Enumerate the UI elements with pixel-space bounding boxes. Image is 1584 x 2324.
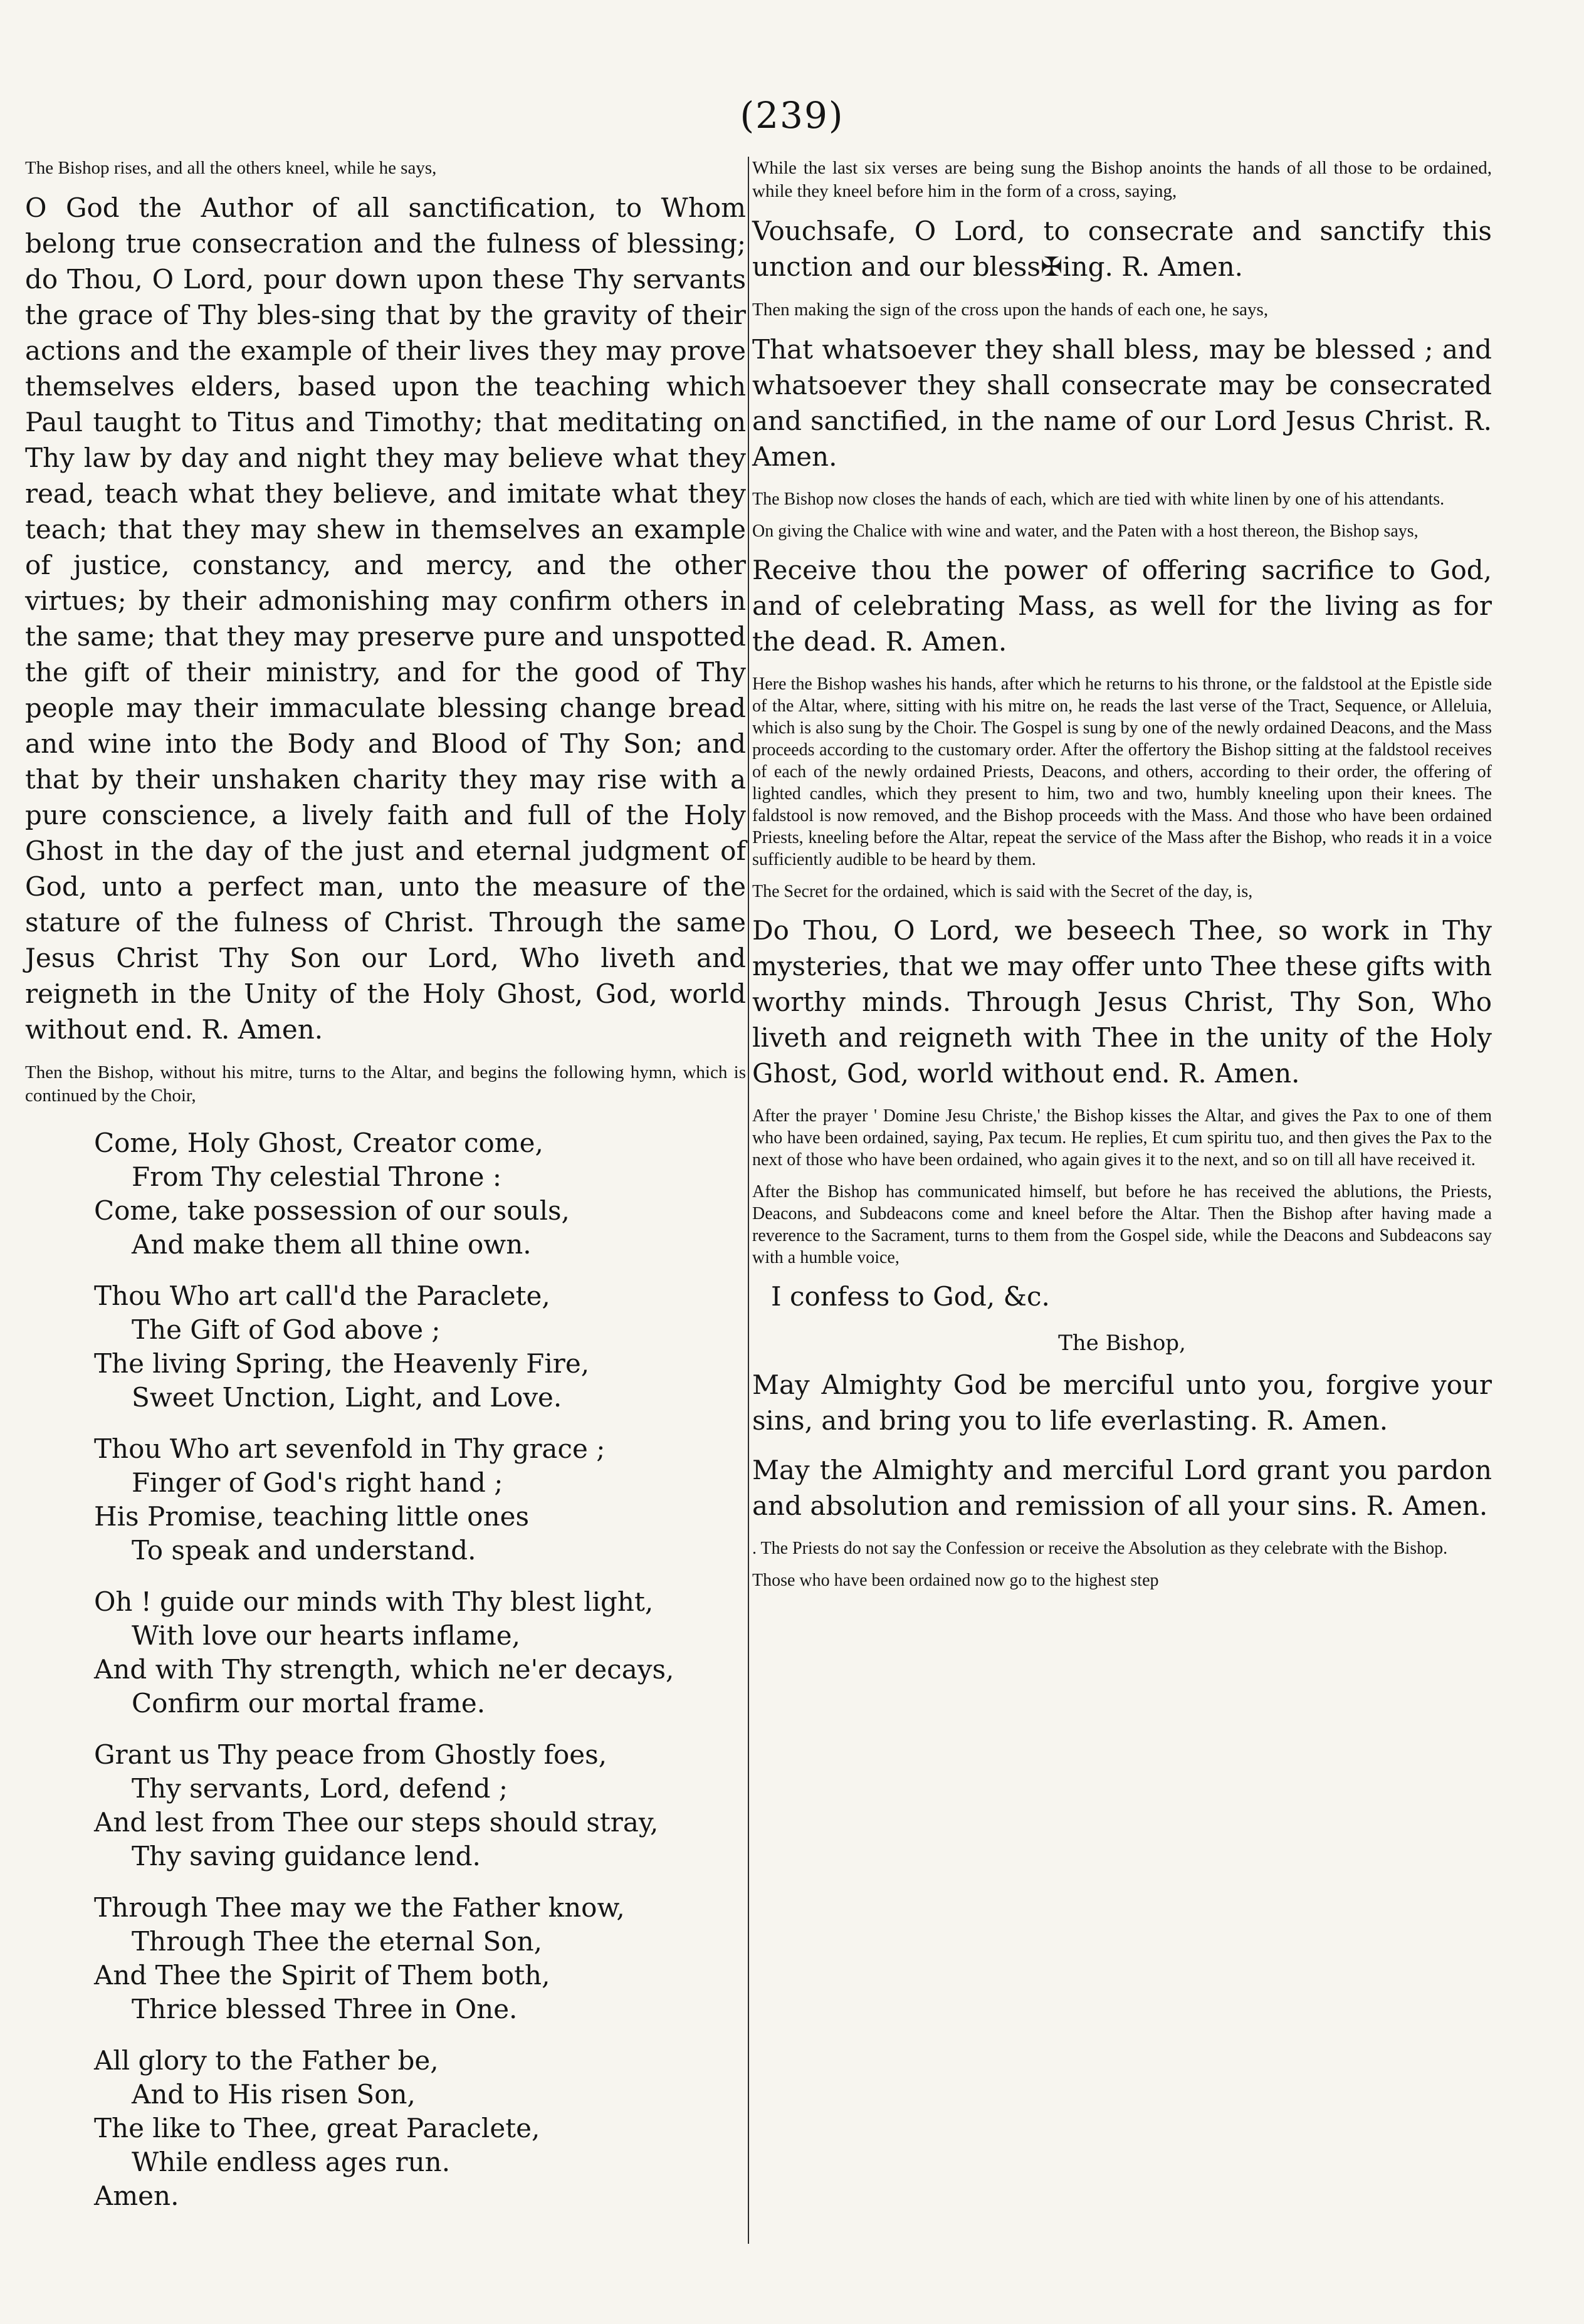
prayer-sanctification: O God the Author of all sanctification, to Whom belong true consecration and the fulness of blessing; do Thou, O Lord, pour down upon these Thy servants the grace of Thy bles-sing that by the gravity of their actions and the example of their lives they may prove themselves elders, based upon the teaching which Paul taught to Titus and Timothy; that meditating on Thy law by day and night they may believe what they read, teach what they believe, and imitate what they teach; that they may shew in themselves an example of justice, constancy, and mercy, and the other virtues; by their admonishing may confirm others in the same; that they may preserve pure and unspotted the gift of their ministry, and for the good of Thy people may their immaculate blessing change bread and wine into the Body and Blood of Thy Son; and that by their unshaken charity they may rise with a pure conscience, a lively faith and full of the Holy Ghost in the day of the just and eternal judgment of God, unto a perfect man, unto the measure of the stature of the fulness of Christ. Through the same Jesus Christ Thy Son our Lord, Who liveth and reigneth in the Unity of the Holy Ghost, God, world without end. R. Amen. — [25, 192, 746, 1045]
hymn-stanza — [94, 1432, 746, 1568]
hymn-line: Oh ! guide our minds with Thy blest light, — [94, 1586, 654, 1617]
prayer-whatsoever: That whatsoever they shall bless, may be blessed ; and whatsoever they shall consecrate may be consecrated and sanctified, in the name of our Lord Jesus Christ. R. Amen. — [752, 334, 1492, 472]
hymn-line: Thrice blessed Three in One. — [132, 1994, 518, 2024]
right-column — [752, 157, 1492, 1601]
hymn-line: His Promise, teaching little ones — [94, 1501, 530, 1532]
rubric-priests-no-confession: . The Priests do not say the Confession or receive the Absolution as they celebrate with the Bishop. — [752, 1539, 1448, 1558]
hymn-line: And make them all thine own. — [132, 1229, 532, 1260]
hymn-line: Thy saving guidance lend. — [132, 1841, 481, 1871]
prayer-receive-power: Receive thou the power of offering sacrifice to God, and of celebrating Mass, as well for the living as for the dead. R. Amen. — [752, 555, 1492, 657]
hymn-stanza — [94, 1126, 746, 1262]
rubric-bishop-rises: The Bishop rises, and all the others kneel, while he says, — [25, 158, 437, 178]
rubric-chalice: On giving the Chalice with wine and water, and the Paten with a host thereon, the Bishop says, — [752, 521, 1419, 541]
hymn-stanza — [94, 1585, 746, 1720]
hymn-line: From Thy celestial Throne : — [132, 1161, 502, 1192]
hymn-line: And to His risen Son, — [132, 2079, 416, 2110]
hymn-line: Thou Who art call'd the Paraclete, — [94, 1280, 550, 1311]
rubric-washes-hands: Here the Bishop washes his hands, after which he returns to his throne, or the faldstool at the Epistle side of the Altar, where, sitting with his mitre on, he reads the last verse of the Tract, Sequence, or Alleluia, which is also sung by the Choir. The Gospel is sung by one of the newly ordained Deacons, and the Mass proceeds according to the customary order. After the offertory the Bishop sitting at the faldstool receives of each of the newly ordained Priests, Deacons, and others, according to their order, the offering of lighted candles, which they present to him, two and two, humbly kneeling upon their knees. The faldstool is now removed, and the Bishop proceeds with the Mass. And those who have been ordained Priests, kneeling before the Altar, repeat the service of the Mass after the Bishop, who reads it in a voice sufficiently audible to be heard by them. — [752, 674, 1492, 869]
hymn-line: While endless ages run. — [132, 2147, 451, 2177]
prayer-misereatur: May Almighty God be merciful unto you, forgive your sins, and bring you to life everlasting. R. Amen. — [752, 1369, 1492, 1436]
hymn-stanza — [94, 1279, 746, 1415]
column-divider — [748, 157, 749, 2244]
hymn-line: Come, take possession of our souls, — [94, 1195, 570, 1226]
hymn-line: Sweet Unction, Light, and Love. — [132, 1382, 562, 1413]
prayer-mysteries: Do Thou, O Lord, we beseech Thee, so work in Thy mysteries, that we may offer unto Thee these gifts with worthy minds. Through Jesus Christ, Thy Son, Who liveth and reigneth with Thee in the unity of the Holy Ghost, God, world without end. R. Amen. — [752, 915, 1492, 1089]
left-column — [25, 157, 746, 2231]
hymn-stanza — [94, 2044, 746, 2213]
rubric-secret: The Secret for the ordained, which is said with the Secret of the day, is, — [752, 882, 1253, 901]
rubric-close-hands: The Bishop now closes the hands of each, which are tied with white linen by one of his attendants. — [752, 489, 1445, 509]
hymn-line: The Gift of God above ; — [132, 1314, 441, 1345]
hymn-stanza — [94, 1738, 746, 1873]
hymn-amen: Amen. — [94, 2180, 179, 2211]
hymn-line: Thy servants, Lord, defend ; — [132, 1773, 508, 1804]
rubric-anointing: While the last six verses are being sung the Bishop anoints the hands of all those to be ordained, while they kneel before him in the form of a cross, saying, — [752, 158, 1492, 201]
hymn-line: And Thee the Spirit of Them both, — [94, 1960, 550, 1991]
hymn-line: Through Thee may we the Father know, — [94, 1892, 625, 1923]
rubric-sign-of-cross: Then making the sign of the cross upon the hands of each one, he says, — [752, 300, 1269, 320]
hymn-line: Grant us Thy peace from Ghostly foes, — [94, 1739, 607, 1770]
hymn-line: The like to Thee, great Paraclete, — [94, 2113, 540, 2143]
hymn-line: And lest from Thee our steps should stray, — [94, 1807, 659, 1838]
rubric-pax: After the prayer ' Domine Jesu Christe,' the Bishop kisses the Altar, and gives the Pax to one of them who have been ordained, saying, Pax tecum. He replies, Et cum spiritu tuo, and then gives the Pax to the next of those who have been ordained, who again gives it to the next, and so on till all have received it. — [752, 1106, 1492, 1170]
bishop-label: The Bishop, — [1058, 1331, 1186, 1356]
hymn-line: Confirm our mortal frame. — [132, 1688, 486, 1719]
hymn-line: Through Thee the eternal Son, — [132, 1926, 543, 1957]
hymn-stanza — [94, 1891, 746, 2026]
hymn-line: With love our hearts inflame, — [132, 1620, 520, 1651]
rubric-communion: After the Bishop has communicated himself, but before he has received the ablutions, the Priests, Deacons, and Subdeacons come and kneel before the Altar. Then the Bishop after having made a reverence to the Sacrament, turns to them from the Gospel side, while the Deacons and Subdeacons say with a humble voice, — [752, 1182, 1492, 1267]
confession-line: I confess to God, &c. — [771, 1281, 1050, 1312]
hymn-line: All glory to the Father be, — [94, 2045, 439, 2076]
hymn-line: Finger of God's right hand ; — [132, 1467, 503, 1498]
hymn-line: Thou Who art sevenfold in Thy grace ; — [94, 1433, 606, 1464]
hymn-line: And with Thy strength, which ne'er decays, — [94, 1654, 674, 1685]
hymn-line: The living Spring, the Heavenly Fire, — [94, 1348, 590, 1379]
hymn-line: To speak and understand. — [132, 1535, 476, 1566]
prayer-indulgentiam: May the Almighty and merciful Lord grant you pardon and absolution and remission of all your sins. R. Amen. — [752, 1455, 1492, 1521]
rubric-highest-step: Those who have been ordained now go to the highest step — [752, 1571, 1159, 1590]
hymn — [94, 1126, 746, 2213]
page-number: (239) — [740, 94, 844, 137]
hymn-line: Come, Holy Ghost, Creator come, — [94, 1128, 543, 1158]
rubric-hymn-intro: Then the Bishop, without his mitre, turns to the Altar, and begins the following hymn, which is continued by the Choir, — [25, 1062, 746, 1106]
prayer-vouchsafe: Vouchsafe, O Lord, to consecrate and sanctify this unction and our bless✠ing. R. Amen. — [752, 216, 1492, 282]
